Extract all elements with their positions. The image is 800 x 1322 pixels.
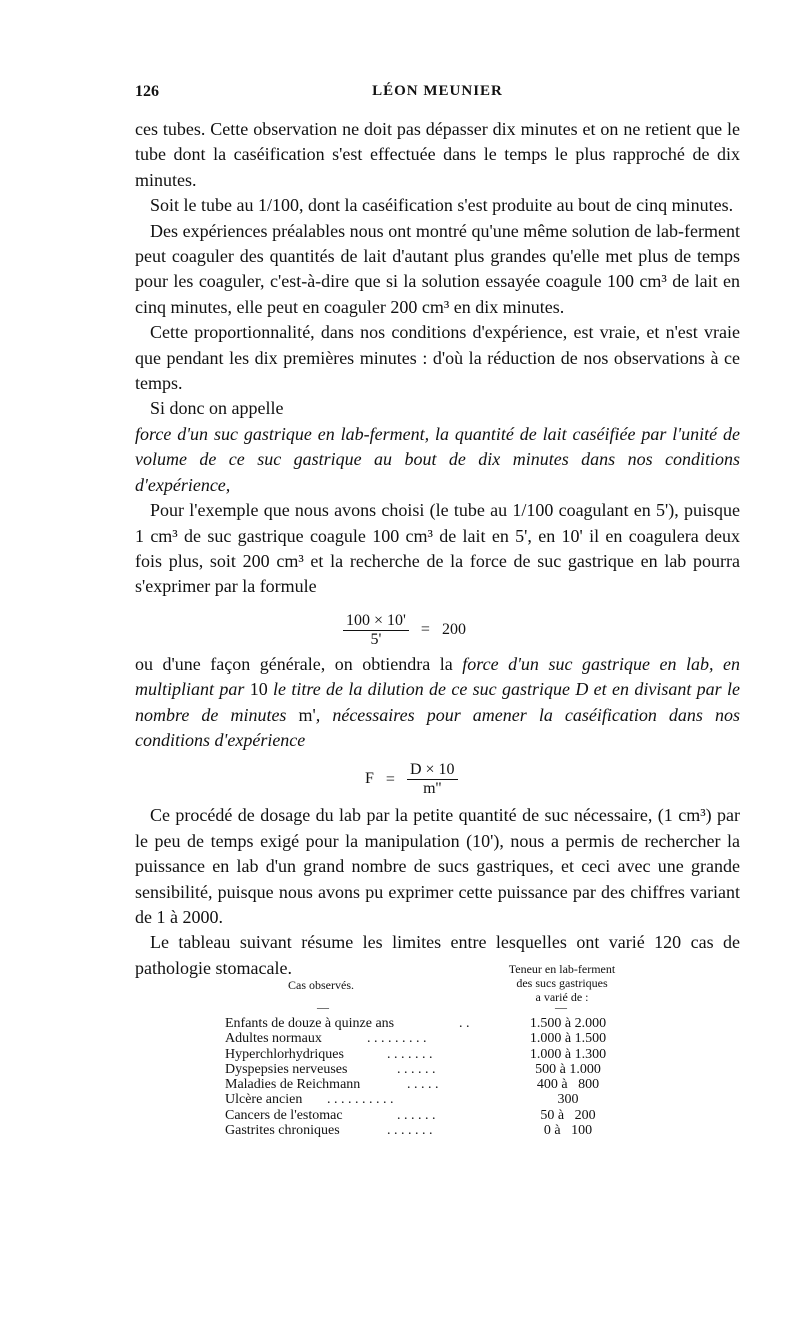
table-header-line: a varié de : <box>535 990 589 1004</box>
table-row <box>225 1031 645 1046</box>
paragraph: Le tableau suivant résume les limites entre lesquelles ont varié 120 cas de pathologie stomacale. <box>135 932 740 978</box>
paragraph: Ce procédé de dosage du lab par la petite quantité de suc nécessaire, (1 cm³) par le peu de temps exigé pour la manipulation (10'), nous a permis de rechercher la puissance en lab d'un grand nombre de sucs gastriques, et ceci avec une grande sensibilité, puisque nous avons pu exprimer cette puissance par des chiffres variant de 1 à 2000. <box>135 805 740 927</box>
formula-2-denominator: m'' <box>423 780 442 798</box>
formula-2 <box>365 761 458 798</box>
paragraph: Cette proportionnalité, dans nos conditions d'expérience, est vraie, et n'est vraie que pendant les dix premières minutes : d'où la réduction de nos observations à ce temps. <box>135 322 740 394</box>
formula-2-lhs: F <box>365 770 374 788</box>
row-leader: . . . . . . . . . . <box>327 1092 394 1108</box>
formula-block <box>135 753 740 803</box>
row-value: 50 à 200 <box>540 1107 596 1123</box>
paragraph: Des expériences préalables nous ont montré qu'une même solution de lab-ferment peut coaguler des quantités de lait d'autant plus grandes qu'elle met plus de temps pour les coaguler, c'est-à-dire que si la solution essayée coagule 100 cm³ de lait en cinq minutes, elle peut en coaguler 200 cm³ en dix minutes. <box>135 220 740 317</box>
row-label: Hyperchlorhydriques <box>225 1046 344 1062</box>
table-row <box>225 1123 645 1138</box>
row-leader: . . . . . . . <box>387 1046 433 1062</box>
row-leader: . . . . . . <box>397 1061 436 1077</box>
general-lead: ou d'une façon générale, on obtiendra la <box>135 653 463 674</box>
table-rows <box>225 1016 645 1138</box>
table-header-cases: Cas observés. <box>288 978 354 992</box>
row-leader: . . <box>459 1016 470 1031</box>
row-value: 1.000 à 1.300 <box>529 1046 607 1062</box>
formula-block <box>135 600 740 650</box>
general-italic-1: force d'un suc gastrique en lab, en multipliant par <box>135 653 740 700</box>
row-value: 500 à 1.000 <box>535 1061 601 1077</box>
paragraph: Soit le tube au 1/100, dont la caséification s'est produite au bout de cinq minutes. <box>150 195 734 216</box>
table-row <box>225 1108 645 1123</box>
table-header-line: Teneur en lab-ferment <box>508 962 616 976</box>
formula-1-result: 200 <box>441 620 466 638</box>
row-label: Gastrites chroniques <box>225 1123 340 1139</box>
row-value: 300 <box>557 1092 579 1108</box>
formula-2-numerator: D × 10 <box>407 761 458 780</box>
definition-paragraph: force d'un suc gastrique en lab-ferment, la quantité de lait caséifiée par l'unité de volume de ce suc gastrique au bout de dix minutes dans nos conditions d'expérience, <box>135 423 740 495</box>
paragraph: Si donc on appelle <box>150 398 284 419</box>
formula-1 <box>343 612 466 649</box>
formula-1-numerator: 100 × 10' <box>343 612 409 631</box>
row-leader: . . . . . . <box>397 1107 436 1123</box>
row-label: Cancers de l'estomac <box>225 1107 343 1123</box>
paragraph: Pour l'exemple que nous avons choisi (le tube au 1/100 coagulant en 5'), puisque 1 cm³ de suc gastrique coagule 100 cm³ de lait en 5', en 10' il en coagulera deux fois plus, soit 200 cm³ et la recherche de la force de suc gastrique en lab pourra s'exprimer par la formule <box>135 500 740 597</box>
row-leader: . . . . . <box>407 1077 439 1093</box>
general-italic-2: le titre de la dilution de ce suc gastrique D et en divisant par le nombre de minutes <box>135 679 740 725</box>
table-header-line: des sucs gastriques <box>516 976 608 990</box>
paragraph-general <box>135 652 740 754</box>
page-header <box>135 83 740 107</box>
row-value: 1.500 à 2.000 <box>529 1016 607 1031</box>
page-number: 126 <box>135 83 159 100</box>
table-row <box>225 1092 645 1107</box>
table-row <box>225 1062 645 1077</box>
formula-1-denominator: 5' <box>370 630 382 648</box>
general-italic-3: , nécessaires pour amener la caséification dans nos conditions d'expérience <box>135 704 740 750</box>
general-roman-2: m' <box>298 704 316 725</box>
table-row <box>225 1047 645 1062</box>
table-separator: — <box>555 1000 567 1014</box>
row-label: Adultes normaux <box>225 1031 322 1047</box>
formula-1-fraction <box>343 612 409 649</box>
row-value: 0 à 100 <box>543 1123 593 1139</box>
table-row <box>225 1016 645 1031</box>
row-leader: . . . . . . . . . <box>367 1031 427 1047</box>
row-label: Dyspepsies nerveuses <box>225 1061 348 1077</box>
row-leader: . . . . . . . <box>387 1123 433 1139</box>
row-label: Enfants de douze à quinze ans <box>225 1016 395 1031</box>
paragraph: ces tubes. Cette observation ne doit pas dépasser dix minutes et on ne retient que le tube dont la caséification s'est effectuée dans le temps le plus rapproché de dix minutes. <box>135 119 740 190</box>
table-header-content <box>487 962 637 1004</box>
row-label: Maladies de Reichmann <box>225 1077 361 1093</box>
table-row <box>225 1077 645 1092</box>
row-value: 400 à 800 <box>536 1077 600 1093</box>
row-value: 1.000 à 1.500 <box>529 1031 607 1047</box>
body-text <box>135 117 740 981</box>
table-separator: — <box>317 1000 329 1014</box>
row-label: Ulcère ancien <box>225 1092 303 1108</box>
running-head: LÉON MEUNIER <box>372 83 503 99</box>
formula-1-equals: = <box>420 620 430 638</box>
formula-2-equals: = <box>385 770 395 788</box>
general-roman-1: 10 <box>249 679 268 700</box>
formula-2-fraction <box>407 761 458 798</box>
